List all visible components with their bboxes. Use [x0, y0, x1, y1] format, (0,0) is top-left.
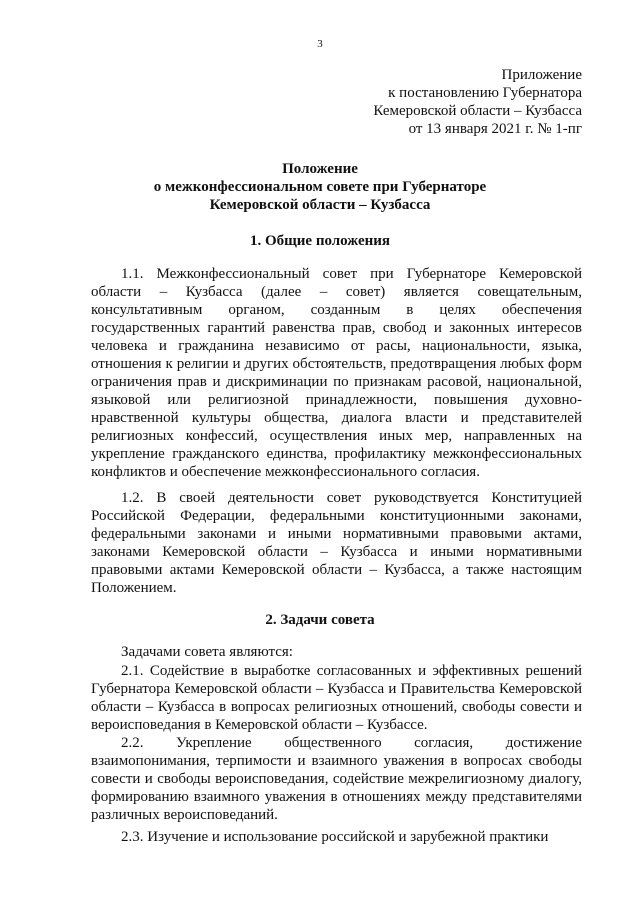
annex-line-3: Кемеровской области – Кузбасса	[373, 103, 582, 119]
title-line-1: Положение	[282, 161, 358, 177]
paragraph-2-3: 2.3. Изучение и использование российской и зарубежной практики	[121, 829, 549, 845]
paragraph-1-2: 1.2. В своей деятельности совет руководствуется Конституцией Российской Федерации, федеральными конституционными законами, федеральными законами и иными нормативными правовыми актами, законами Кемеровской области – Кузбасса и иными нормативными правовыми актами Кемеровской области – Кузбасса, а также настоящим Положением.	[91, 490, 582, 596]
annex-line-1: Приложение	[501, 67, 582, 83]
section-1-heading: 1. Общие положения	[249, 233, 391, 249]
section-2-intro: Задачами совета являются:	[121, 644, 293, 660]
title-line-3: Кемеровской области – Кузбасса	[209, 197, 431, 213]
page-number: 3	[317, 38, 323, 50]
paragraph-1-1: 1.1. Межконфессиональный совет при Губернаторе Кемеровской области – Кузбасса (далее – совет) является совещательным, консультативным органом, созданным в целях обеспечения государственных гарантий равенства прав, свобод и законных интересов человека и гражданина независимо от расы, национальности, языка, отношения к религии и других обстоятельств, предотвращения любых форм ограничения прав и дискриминации по признакам расовой, национальной, языковой или религиозной принадлежности, повышения духовно-нравственной культуры общества, диалога власти и представителей религиозных конфессий, осуществления иных мер, направленных на укрепление гражданского единства, профилактику межконфессиональных конфликтов и обеспечение межконфессионального согласия.	[91, 266, 582, 480]
annex-line-2: к постановлению Губернатора	[388, 85, 582, 101]
paragraph-2-1: 2.1. Содействие в выработке согласованных и эффективных решений Губернатора Кемеровской области – Кузбасса и Правительства Кемеровской области – Кузбасса в вопросах религиозных отношений, свободы совести и вероисповедания в Кемеровской области – Кузбассе.	[91, 663, 582, 733]
annex-block	[312, 66, 582, 138]
title-line-2: о межконфессиональном совете при Губернаторе	[153, 179, 487, 195]
annex-line-4: от 13 января 2021 г. № 1-пг	[408, 121, 582, 137]
paragraph-2-2: 2.2. Укрепление общественного согласия, достижение взаимопонимания, терпимости и взаимного уважения в вопросах свободы совести и свободы вероисповедания, содействие межрелигиозному диалогу, формированию взаимного уважения в отношениях между представителями различных вероисповеданий.	[91, 735, 582, 823]
document-title	[0, 160, 640, 214]
section-2-heading: 2. Задачи совета	[265, 612, 375, 628]
